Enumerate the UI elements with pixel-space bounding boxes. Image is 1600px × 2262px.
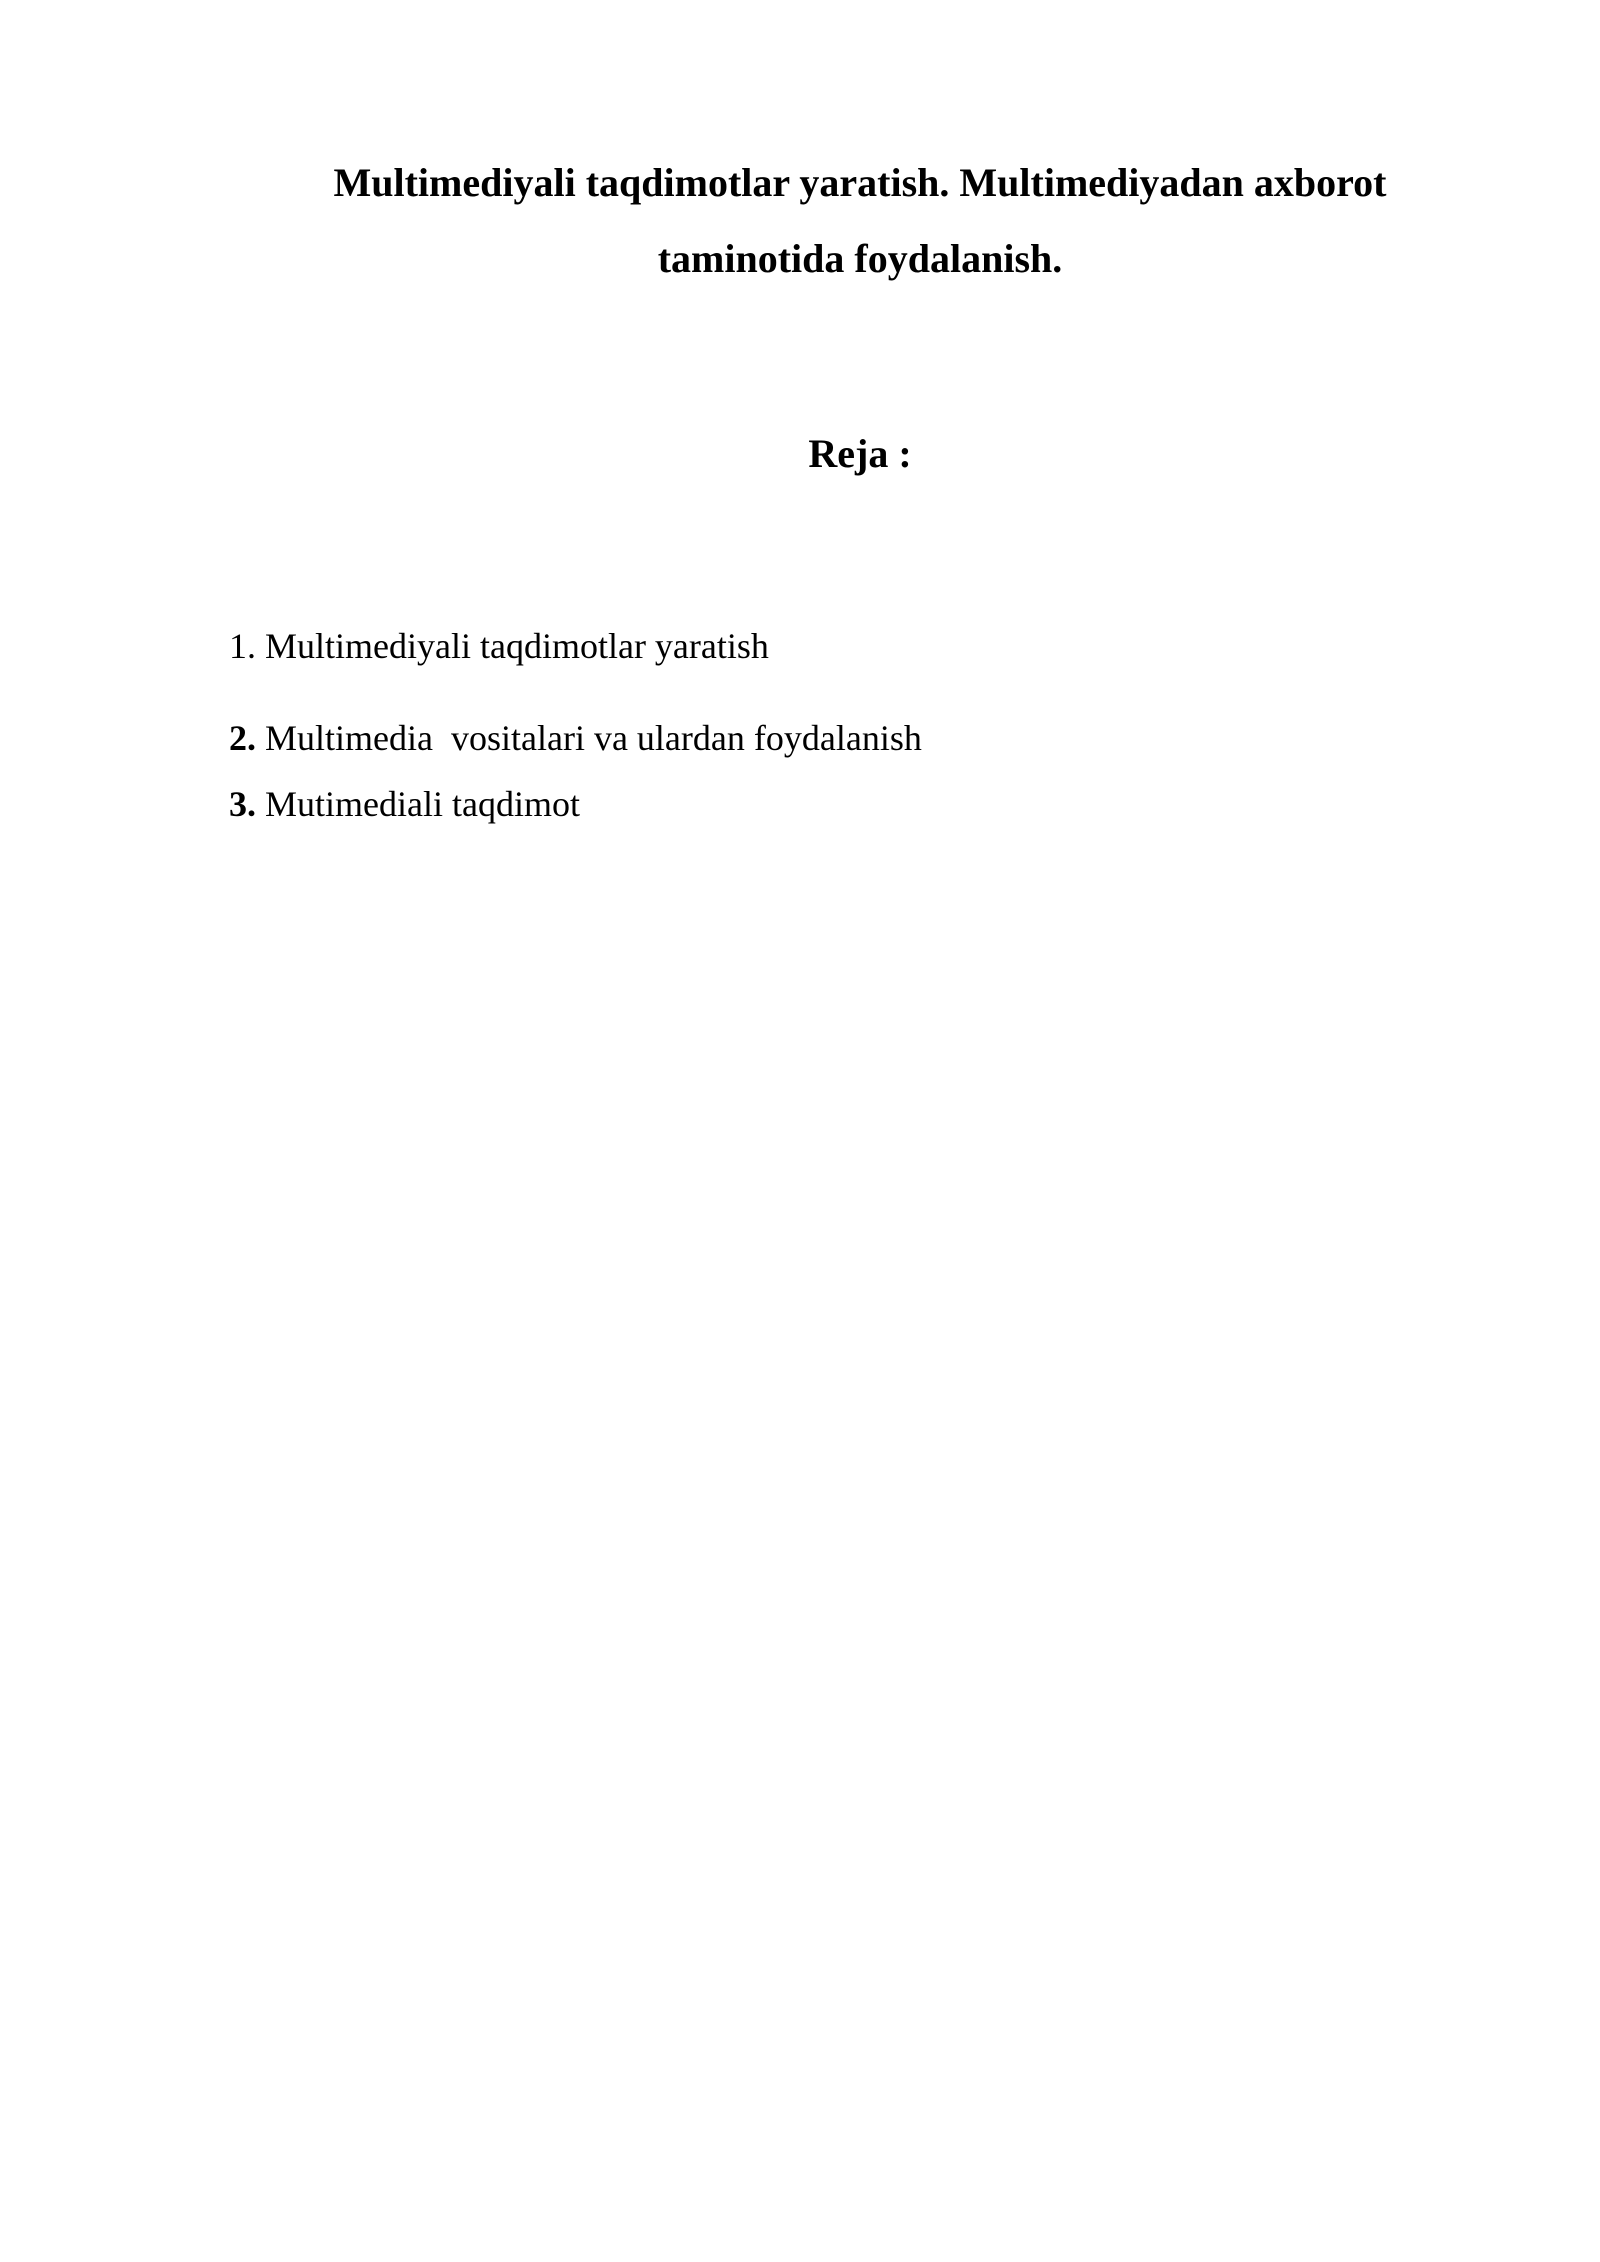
plan-item-number: 3. [229, 784, 256, 824]
plan-heading: Reja : [808, 431, 912, 476]
document-title-line-2: taminotida foydalanish. [657, 236, 1063, 281]
plan-item-number: 1. [229, 626, 256, 666]
plan-item-text: Multimediyali taqdimotlar yaratish [256, 626, 769, 666]
plan-item [229, 622, 922, 670]
plan-item-number: 2. [229, 718, 256, 758]
plan-item [229, 714, 922, 762]
document-title [230, 145, 1490, 297]
plan-list [229, 622, 922, 828]
plan-item [229, 780, 922, 828]
plan-item-text: Mutimediali taqdimot [256, 784, 580, 824]
document-title-line-1: Multimediyali taqdimotlar yaratish. Multimediyadan axborot [333, 160, 1387, 205]
plan-item-text: Multimedia vositalari va ulardan foydalanish [256, 718, 922, 758]
